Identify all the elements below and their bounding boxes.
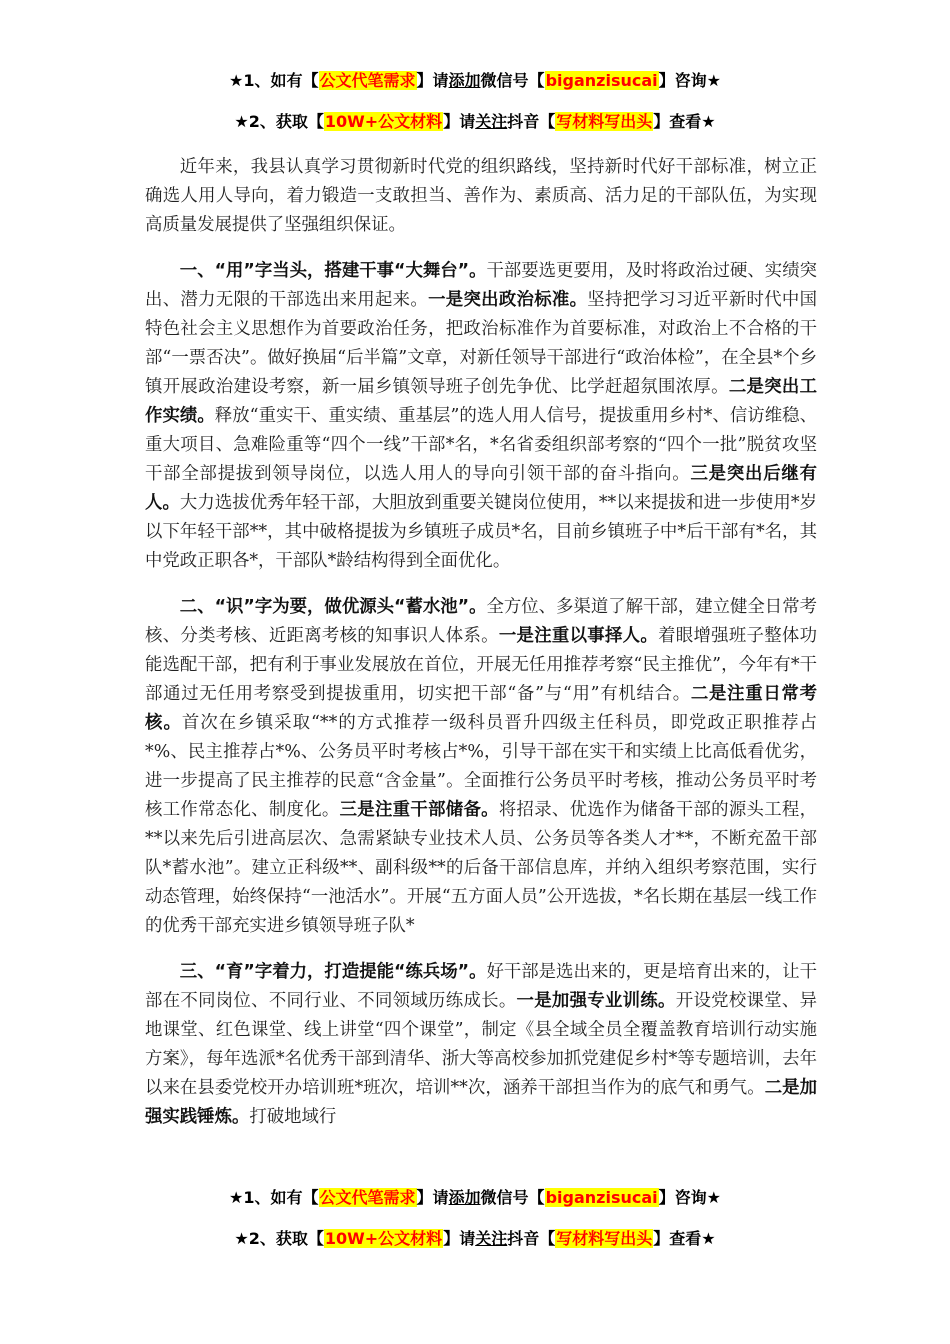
banner-text: ★2、获取【 xyxy=(234,1229,324,1248)
paragraph-text: 首次在乡镇采取“**的方式推荐一级科员晋升四级主任科员，即党政正职推荐占*%、民主推荐占*%、公务员平时考核占*%，引导干部在实干和实绩上比高低看优劣，进一步提高了民主推荐的民意“含金量”。全面推行公务员平时考核，推动公务员平时考核工作常态化、制度化。 xyxy=(145,713,817,820)
section-1-paragraph xyxy=(145,257,817,576)
section-heading: 一、“用”字当头，搭建干事“大舞台”。 xyxy=(179,261,487,281)
banner-text: 微信号【 xyxy=(480,1188,545,1207)
point-heading: 二是加强实践锤炼。 xyxy=(145,1078,817,1127)
banner-highlight: 写材料写出头 xyxy=(556,1229,653,1248)
paragraph-text: 着眼增强班子整体功能选配干部，把有利于事业发展放在首位，开展无任用推荐考察“民主推优”，今年有*干部通过无任用考察受到提拔重用，切实把干部“备”与“用”有机结合。 xyxy=(145,626,817,704)
banner-text: ★1、如有【 xyxy=(229,1188,319,1207)
point-heading: 三是突出后继有人。 xyxy=(145,464,817,513)
paragraph-text: 好干部是选出来的，更是培育出来的，让干部在不同岗位、不同行业、不同领域历练成长。 xyxy=(145,962,817,1011)
paragraph-text: 大力选拔优秀年轻干部，大胆放到重要关键岗位使用，**以来提拔和进一步使用*岁以下年轻干部**，其中破格提拔为乡镇班子成员*名，目前乡镇班子中*后干部有*名，其中党政正职各*，干部队*龄结构得到全面优化。 xyxy=(145,493,817,571)
paragraph-text: 释放“重实干、重实绩、重基层”的选人用人信号，提拔重用乡村*、信访维稳、重大项目、急难险重等“四个一线”干部*名，*名省委组织部考察的“四个一批”脱贫攻坚干部全部提拔到领导岗位，以选人用人的导向引领干部的奋斗指向。 xyxy=(145,406,817,484)
point-heading: 三是注重干部储备。 xyxy=(339,800,499,820)
banner-highlight: biganzisucai xyxy=(545,71,658,90)
paragraph-text: 坚持把学习习近平新时代中国特色社会主义思想作为首要政治任务，把政治标准作为首要标准，对政治上不合格的干部“一票否决”。做好换届“后半篇”文章，对新任领导干部进行“政治体检”，在全县*个乡镇开展政治建设考察，新一届乡镇领导班子创先争优、比学赶超氛围浓厚。 xyxy=(145,290,817,397)
banner-highlight: 写材料写出头 xyxy=(556,112,653,131)
banner-highlight: 10W+公文材料 xyxy=(324,112,443,131)
point-heading: 一是注重以事择人。 xyxy=(498,626,659,646)
section-2-paragraph xyxy=(145,593,817,941)
banner-text: ★2、获取【 xyxy=(234,112,324,131)
section-heading: 三、“育”字着力，打造提能“练兵场”。 xyxy=(179,962,487,982)
banner-underline: 添加 xyxy=(448,71,481,90)
banner-underline: 关注 xyxy=(475,1229,508,1248)
banner-text: 】查看★ xyxy=(653,112,716,131)
banner-text: ★1、如有【 xyxy=(229,71,319,90)
point-heading: 二是注重日常考核。 xyxy=(145,684,817,733)
section-heading: 二、“识”字为要，做优源头“蓄水池”。 xyxy=(179,597,487,617)
banner-text: 】请 xyxy=(416,71,449,90)
paragraph-text: 将招录、优选作为储备干部的源头工程，**以来先后引进高层次、急需紧缺专业技术人员、公务员等各类人才**，不断充盈干部队*蓄水池”。建立正科级**、副科级**的后备干部信息库，并纳入组织考察范围，实行动态管理，始终保持“一池活水”。开展“五方面人员”公开选拔，*名长期在基层一线工作的优秀干部充实进乡镇领导班子队* xyxy=(145,800,817,936)
banner-text: 抖音【 xyxy=(507,112,556,131)
banner-text: 】请 xyxy=(443,112,476,131)
paragraph-text: 全方位、多渠道了解干部，建立健全日常考核、分类考核、近距离考核的知事识人体系。 xyxy=(145,597,817,646)
banner-text: 】咨询★ xyxy=(658,1188,721,1207)
banner-text: 】请 xyxy=(416,1188,449,1207)
point-heading: 二是突出工作实绩。 xyxy=(145,377,817,426)
point-heading: 一是突出政治标准。 xyxy=(428,290,588,310)
banner-highlight: biganzisucai xyxy=(545,1188,658,1207)
paragraph-text: 开设党校课堂、异地课堂、红色课堂、线上讲堂“四个课堂”，制定《县全域全员全覆盖教育培训行动实施方案》，每年选派*名优秀干部到清华、浙大等高校参加抓党建促乡村*等专题培训，去年以来在县委党校开办培训班*班次，培训**次，涵养干部担当作为的底气和勇气。 xyxy=(145,991,817,1098)
banner-highlight: 公文代笔需求 xyxy=(319,71,416,90)
banner-text: 】咨询★ xyxy=(658,71,721,90)
promo-banner-bottom-2 xyxy=(0,1227,950,1251)
paragraph-text: 干部要选更要用，及时将政治过硬、实绩突出、潜力无限的干部选出来用起来。 xyxy=(145,261,817,310)
banner-text: 微信号【 xyxy=(480,71,545,90)
banner-text: 】查看★ xyxy=(653,1229,716,1248)
banner-underline: 添加 xyxy=(448,1188,481,1207)
banner-text: 】请 xyxy=(443,1229,476,1248)
banner-highlight: 公文代笔需求 xyxy=(319,1188,416,1207)
section-3-paragraph xyxy=(145,958,817,1132)
point-heading: 一是加强专业训练。 xyxy=(516,991,676,1011)
banner-underline: 关注 xyxy=(475,112,508,131)
paragraph-text: 打破地域行 xyxy=(249,1107,337,1127)
banner-highlight: 10W+公文材料 xyxy=(324,1229,443,1248)
promo-banner-top-2 xyxy=(0,110,950,134)
intro-paragraph: 近年来，我县认真学习贯彻新时代党的组织路线，坚持新时代好干部标准，树立正确选人用人导向，着力锻造一支敢担当、善作为、素质高、活力足的干部队伍，为实现高质量发展提供了坚强组织保证。 xyxy=(145,157,817,235)
banner-text: 抖音【 xyxy=(507,1229,556,1248)
promo-banner-bottom-1 xyxy=(0,1186,950,1210)
promo-banner-top-1 xyxy=(0,69,950,93)
article-body xyxy=(145,153,817,1149)
